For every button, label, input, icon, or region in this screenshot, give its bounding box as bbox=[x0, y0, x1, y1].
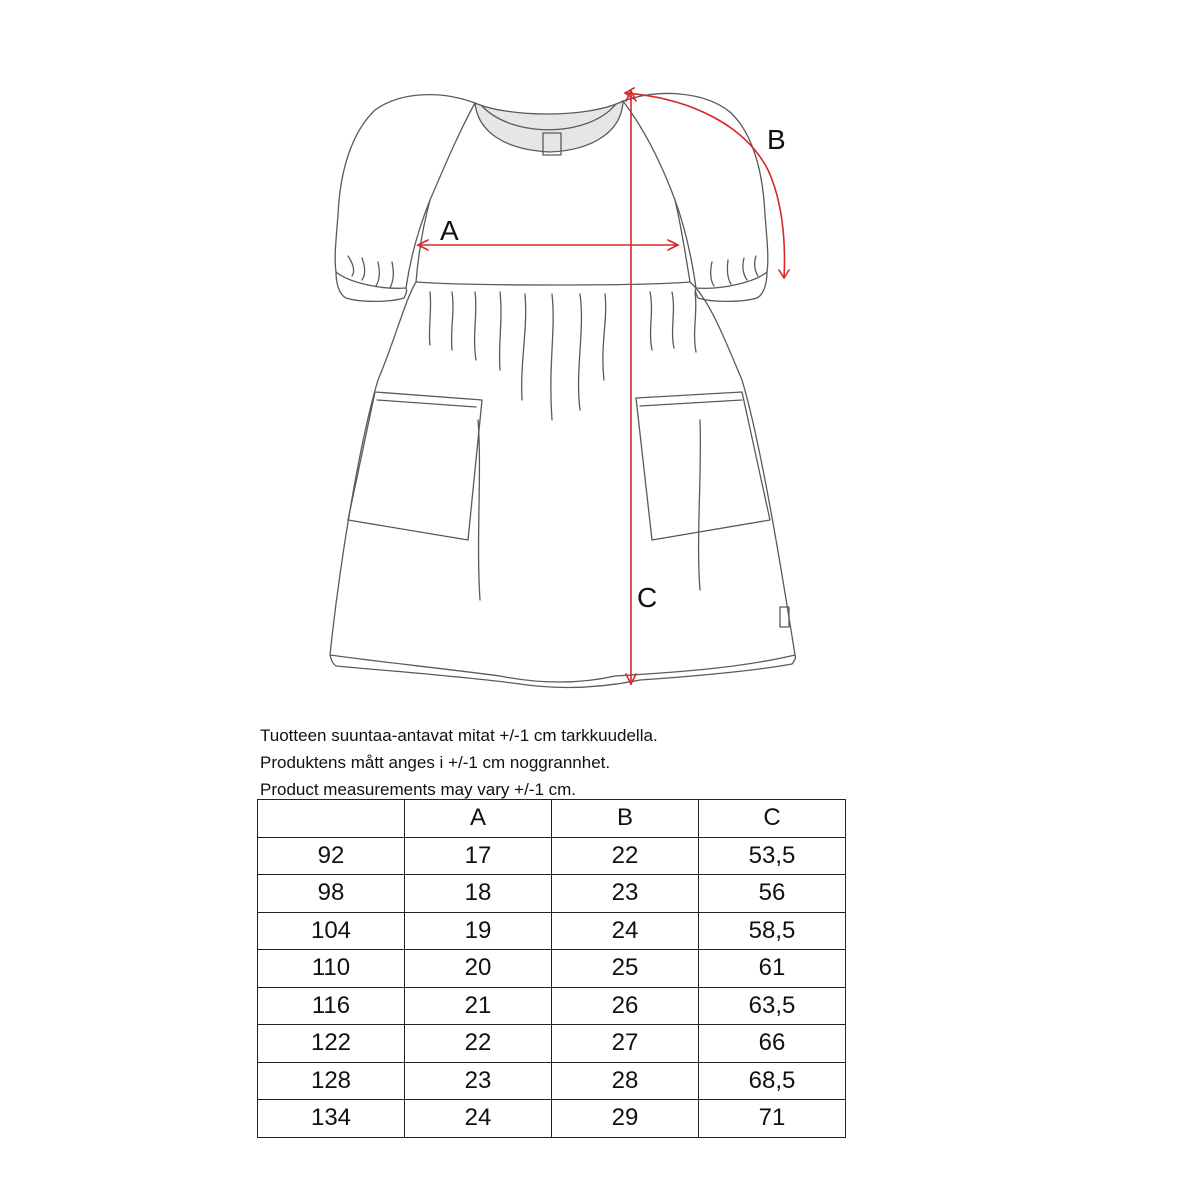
b-cell: 28 bbox=[552, 1062, 699, 1100]
header-a: A bbox=[405, 800, 552, 838]
a-cell: 19 bbox=[405, 912, 552, 950]
note-finnish: Tuotteen suuntaa-antavat mitat +/-1 cm tarkkuudella. bbox=[260, 726, 658, 745]
a-cell: 24 bbox=[405, 1100, 552, 1138]
b-cell: 23 bbox=[552, 875, 699, 913]
skirt bbox=[330, 282, 795, 682]
dimension-b-label: B bbox=[767, 124, 786, 155]
right-pocket bbox=[636, 392, 770, 540]
table-row bbox=[258, 875, 846, 913]
c-cell: 58,5 bbox=[699, 912, 846, 950]
header-b: B bbox=[552, 800, 699, 838]
a-cell: 23 bbox=[405, 1062, 552, 1100]
table-row bbox=[258, 1025, 846, 1063]
table-row bbox=[258, 987, 846, 1025]
c-cell: 71 bbox=[699, 1100, 846, 1138]
a-cell: 21 bbox=[405, 987, 552, 1025]
size-cell: 110 bbox=[258, 950, 405, 988]
size-cell: 98 bbox=[258, 875, 405, 913]
table-header-row bbox=[258, 800, 846, 838]
b-cell: 29 bbox=[552, 1100, 699, 1138]
dimension-c-label: C bbox=[637, 582, 658, 613]
size-chart-table bbox=[257, 799, 846, 1138]
header-size bbox=[258, 800, 405, 838]
neckline-band bbox=[475, 101, 623, 152]
b-cell: 22 bbox=[552, 837, 699, 875]
c-cell: 66 bbox=[699, 1025, 846, 1063]
b-cell: 27 bbox=[552, 1025, 699, 1063]
measurement-notes bbox=[260, 722, 658, 803]
b-cell: 26 bbox=[552, 987, 699, 1025]
right-sleeve bbox=[623, 93, 768, 288]
note-english: Product measurements may vary +/-1 cm. bbox=[260, 780, 577, 799]
left-sleeve bbox=[335, 95, 475, 289]
table-row bbox=[258, 950, 846, 988]
dimension-a-label: A bbox=[440, 215, 459, 246]
table-row bbox=[258, 912, 846, 950]
table-row bbox=[258, 1100, 846, 1138]
table-row bbox=[258, 837, 846, 875]
c-cell: 68,5 bbox=[699, 1062, 846, 1100]
size-cell: 122 bbox=[258, 1025, 405, 1063]
note-swedish: Produktens mått anges i +/-1 cm noggrannhet. bbox=[260, 753, 611, 772]
a-cell: 18 bbox=[405, 875, 552, 913]
size-cell: 128 bbox=[258, 1062, 405, 1100]
c-cell: 61 bbox=[699, 950, 846, 988]
a-cell: 20 bbox=[405, 950, 552, 988]
size-cell: 134 bbox=[258, 1100, 405, 1138]
c-cell: 53,5 bbox=[699, 837, 846, 875]
b-cell: 25 bbox=[552, 950, 699, 988]
c-cell: 63,5 bbox=[699, 987, 846, 1025]
a-cell: 17 bbox=[405, 837, 552, 875]
c-cell: 56 bbox=[699, 875, 846, 913]
table-row bbox=[258, 1062, 846, 1100]
left-pocket bbox=[348, 392, 482, 540]
dimension-b-arrow bbox=[625, 93, 784, 278]
size-cell: 92 bbox=[258, 837, 405, 875]
header-c: C bbox=[699, 800, 846, 838]
a-cell: 22 bbox=[405, 1025, 552, 1063]
size-cell: 104 bbox=[258, 912, 405, 950]
size-cell: 116 bbox=[258, 987, 405, 1025]
b-cell: 24 bbox=[552, 912, 699, 950]
